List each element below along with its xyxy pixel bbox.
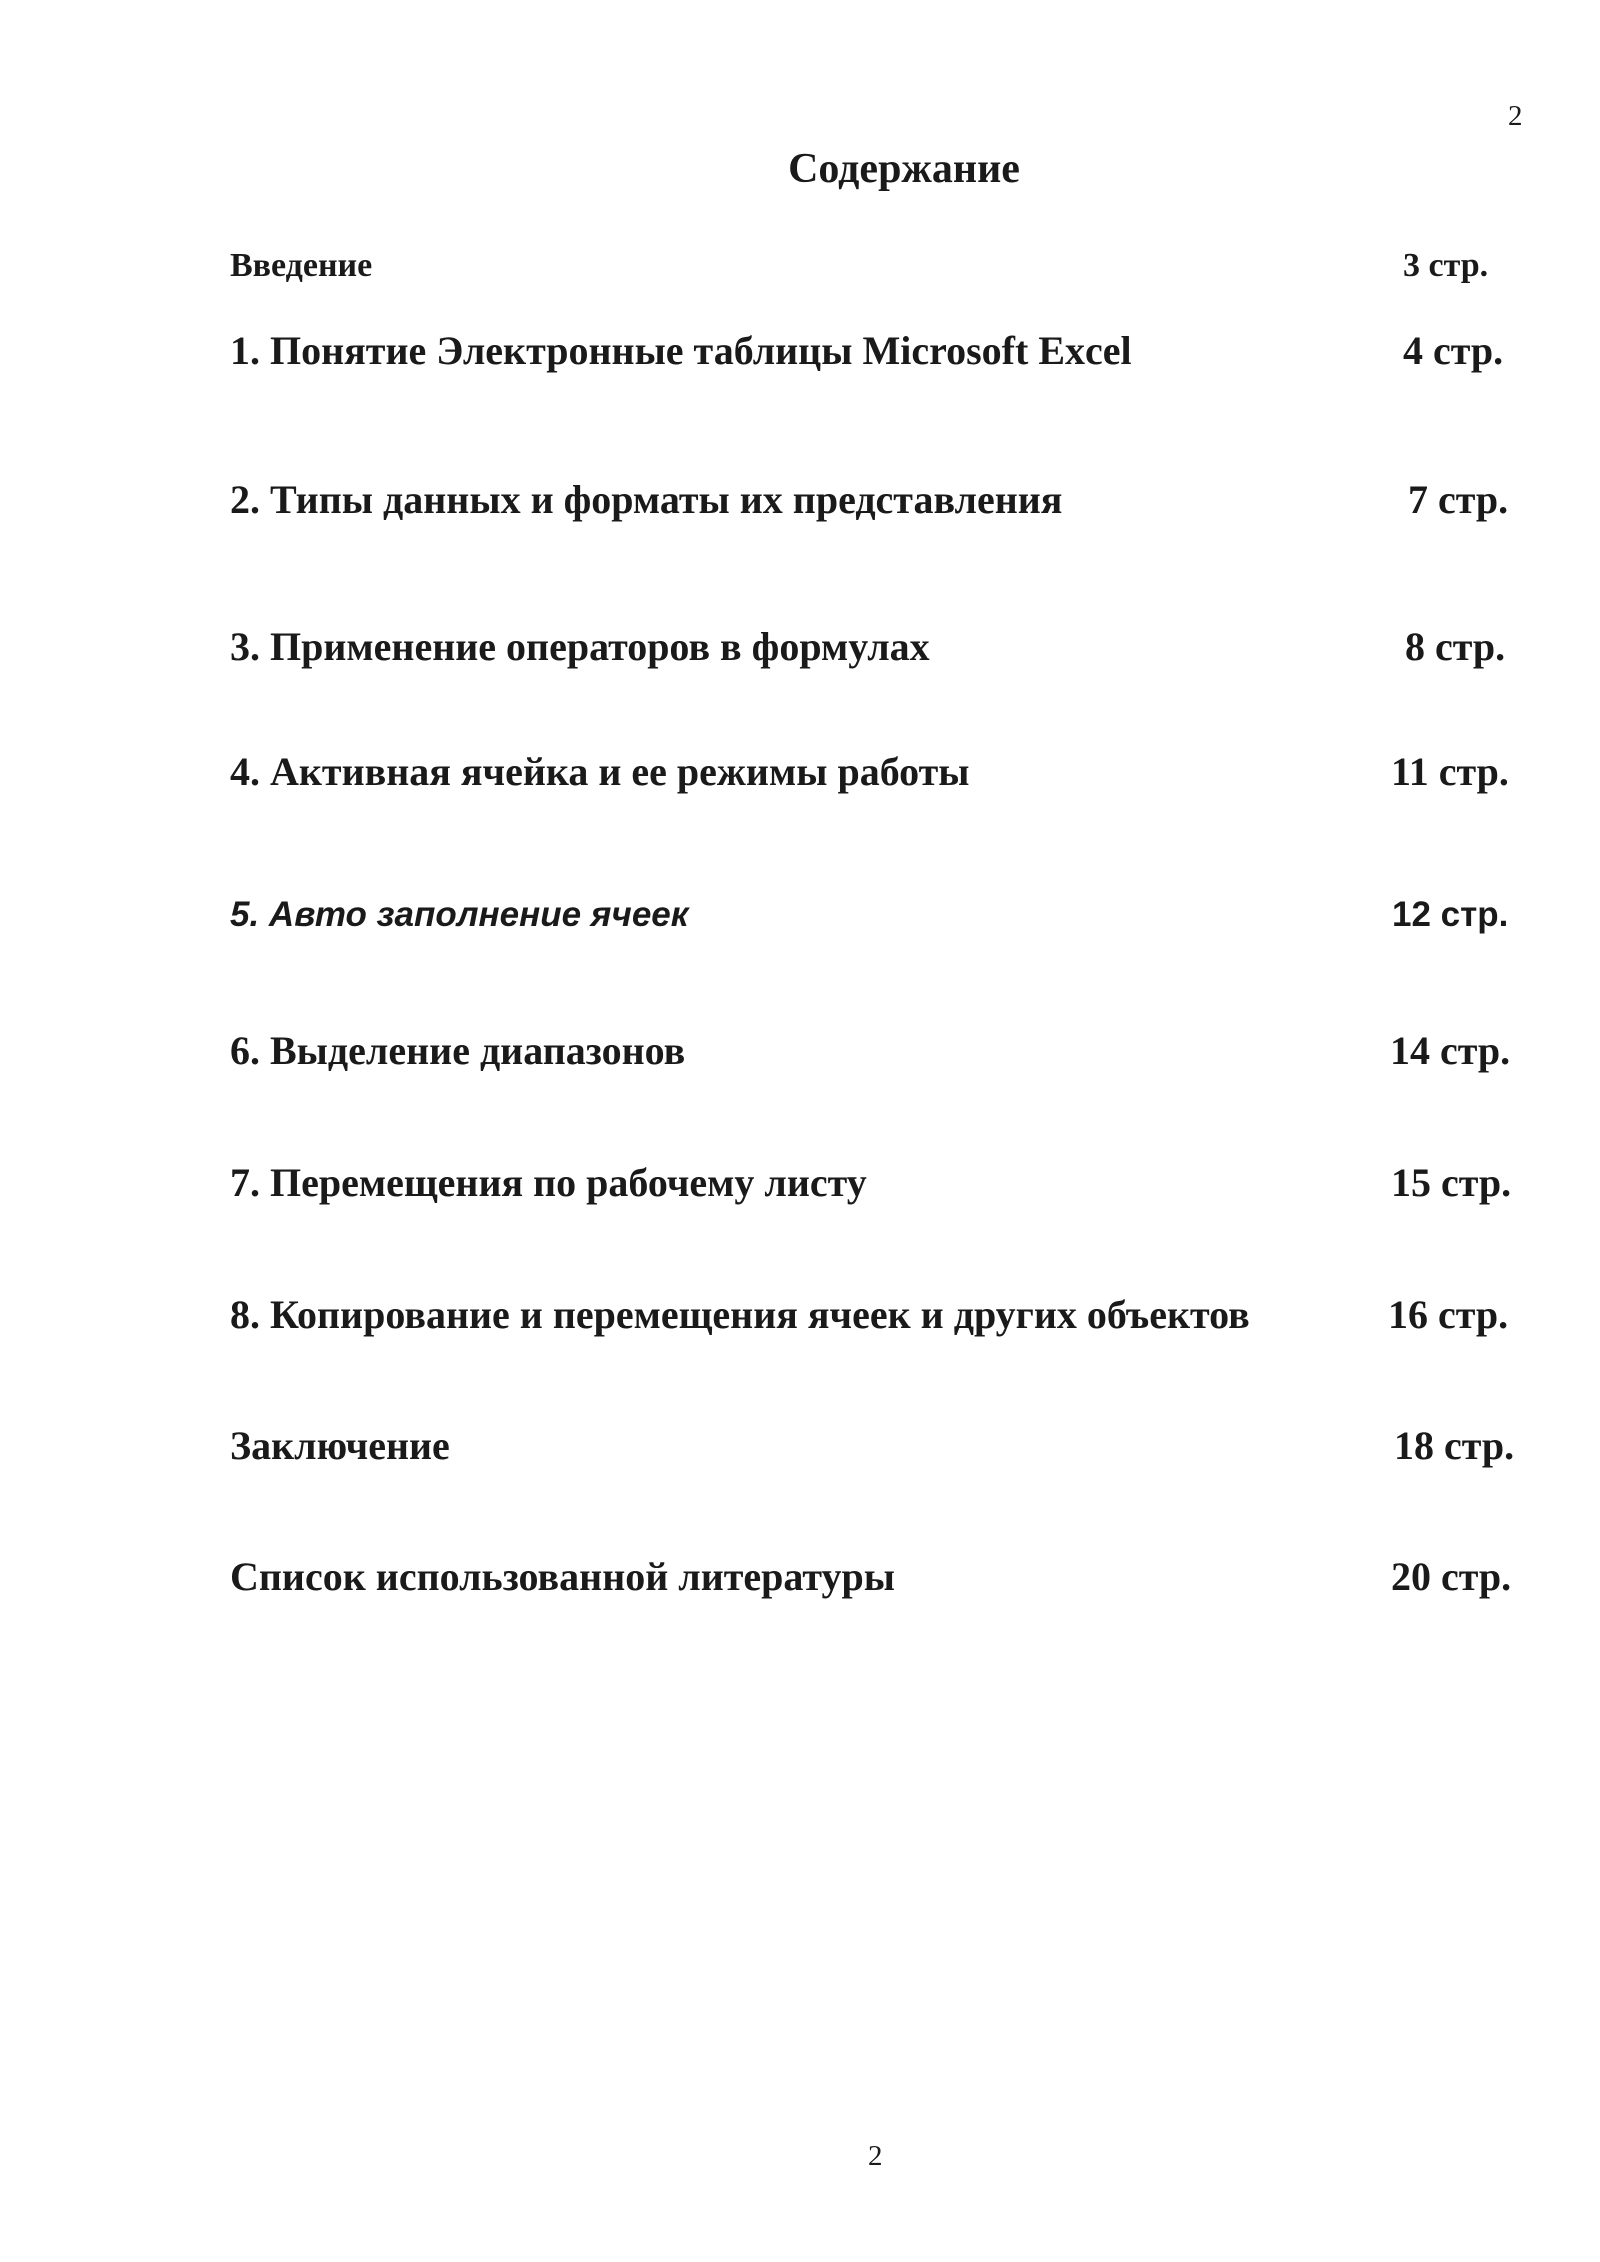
toc-entry-1: 1. Понятие Электронные таблицы Microsoft Excel [230, 328, 1132, 373]
toc-page-references: 20 стр. [1391, 1554, 1512, 1599]
toc-entry-3: 3. Применение операторов в формулах [230, 624, 930, 669]
toc-entry-2: 2. Типы данных и форматы их представления [230, 477, 1063, 522]
footer-page-number: 2 [868, 2140, 883, 2172]
toc-entry-conclusion: Заключение [230, 1423, 450, 1468]
toc-page-4: 11 стр. [1391, 749, 1509, 794]
toc-page-2: 7 стр. [1408, 477, 1509, 522]
toc-entry-5: 5. Авто заполнение ячеек [230, 895, 689, 934]
toc-page-introduction: 3 стр. [1403, 247, 1489, 284]
toc-entry-references: Список использованной литературы [230, 1554, 895, 1599]
header-page-number: 2 [1508, 100, 1523, 132]
toc-entry-8: 8. Копирование и перемещения ячеек и других объектов [230, 1292, 1250, 1337]
toc-entry-7: 7. Перемещения по рабочему листу [230, 1160, 867, 1205]
toc-entry-6: 6. Выделение диапазонов [230, 1028, 686, 1073]
toc-page-1: 4 стр. [1403, 328, 1504, 373]
toc-entry-4: 4. Активная ячейка и ее режимы работы [230, 749, 970, 794]
toc-page-7: 15 стр. [1391, 1160, 1512, 1205]
toc-page-3: 8 стр. [1405, 624, 1506, 669]
toc-page-5: 12 стр. [1392, 895, 1509, 934]
toc-page-8: 16 стр. [1388, 1292, 1509, 1337]
toc-page-conclusion: 18 стр. [1394, 1423, 1515, 1468]
page-title: Содержание [788, 146, 1020, 192]
toc-page-6: 14 стр. [1390, 1028, 1511, 1073]
toc-entry-introduction: Введение [230, 247, 373, 284]
